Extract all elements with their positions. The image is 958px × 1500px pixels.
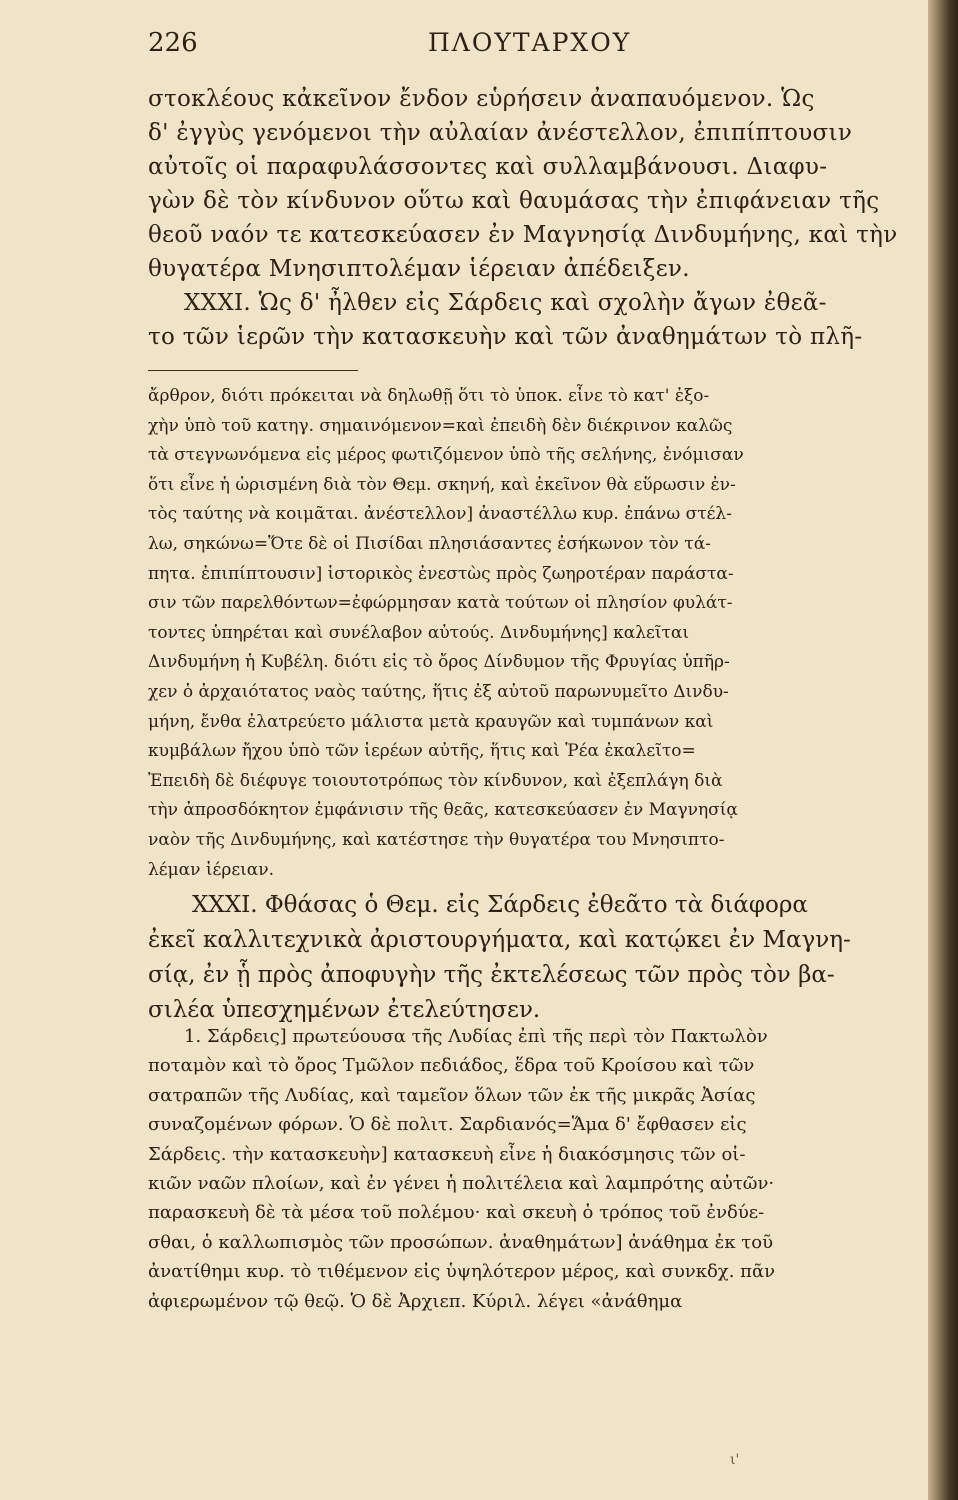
- note-line: σιν τῶν παρελθόντων=ἐφώρμησαν κατὰ τούτων οἱ πλησίον φυλάτ-: [148, 593, 733, 614]
- section-heading-line: XXXI. Ὡς δ' ἦλθεν εἰς Σάρδεις καὶ σχολὴν ἄγων ἐθεᾶ-: [184, 290, 827, 316]
- footnote-divider: [148, 370, 358, 371]
- note-line: ποταμὸν καὶ τὸ ὄρος Τμῶλον πεδιάδος, ἕδρα τοῦ Κροίσου καὶ τῶν: [148, 1055, 755, 1077]
- summary-line: σιλέα ὑπεσχημένων ἐτελεύτησεν.: [148, 997, 541, 1023]
- note-line: χεν ὁ ἀρχαιότατος ναὸς ταύτης, ἥτις ἐξ αὐτοῦ παρωνυμεῖτο Δινδυ-: [148, 681, 729, 702]
- note-line: σθαι, ὁ καλλωπισμὸς τῶν προσώπων. ἀναθημάτων] ἀνάθημα ἐκ τοῦ: [148, 1231, 774, 1253]
- note-line: 1. Σάρδεις] πρωτεύουσα τῆς Λυδίας ἐπὶ τῆς περὶ τὸν Πακτωλὸν: [184, 1026, 768, 1047]
- footer-mark: ι': [730, 1452, 740, 1468]
- note-line: μήνη, ἔνθα ἐλατρεύετο μάλιστα μετὰ κραυγῶν καὶ τυμπάνων καὶ: [148, 711, 714, 732]
- note-line: ἀφιερωμένον τῷ θεῷ. Ὁ δὲ Ἀρχιεπ. Κύριλ. λέγει «ἀνάθημα: [148, 1290, 683, 1312]
- text-line: δ' ἐγγὺς γενόμενοι τὴν αὐλαίαν ἀνέστελλον, ἐπιπίπτουσιν: [148, 120, 853, 146]
- note-line: λέμαν ἱέρειαν.: [148, 859, 275, 880]
- main-text: [148, 82, 898, 354]
- page-number: 226: [148, 28, 198, 58]
- text-line: αὐτοῖς οἱ παραφυλάσσοντες καὶ συλλαμβάνουσι. Διαφυ-: [148, 154, 828, 180]
- text-line: γὼν δὲ τὸν κίνδυνον οὕτω καὶ θαυμάσας τὴν ἐπιφάνειαν τῆς: [148, 188, 880, 214]
- numbered-notes: [148, 1022, 888, 1316]
- page-binding-edge: [928, 0, 958, 1500]
- note-line: ἄρθρον, διότι πρόκειται νὰ δηλωθῇ ὅτι τὸ ὑποκ. εἶνε τὸ κατ' ἐξο-: [148, 386, 710, 406]
- note-line: χὴν ὑπὸ τοῦ κατηγ. σημαινόμενον=καὶ ἐπειδὴ δὲν διέκρινον καλῶς: [148, 415, 733, 436]
- note-line: Σάρδεις. τὴν κατασκευὴν] κατασκευὴ εἶνε ἡ διακόσμησις τῶν οἰ-: [148, 1143, 746, 1165]
- summary-line: σίᾳ, ἐν ᾗ πρὸς ἀποφυγὴν τῆς ἐκτελέσεως τῶν πρὸς τὸν βα-: [148, 962, 835, 988]
- text-line: θυγατέρα Μνησιπτολέμαν ἱέρειαν ἀπέδειξεν.: [148, 256, 690, 282]
- note-line: τὴν ἀπροσδόκητον ἐμφάνισιν τῆς θεᾶς, κατεσκεύασεν ἐν Μαγνησίᾳ: [148, 800, 738, 821]
- summary-line: XXXI. Φθάσας ὁ Θεμ. εἰς Σάρδεις ἐθεᾶτο τὰ διάφορα: [192, 892, 808, 918]
- note-line: τοντες ὑπηρέται καὶ συνέλαβον αὐτούς. Δινδυμήνης] καλεῖται: [148, 622, 690, 643]
- note-line: τὰ στεγνωνόμενα εἰς μέρος φωτιζόμενον ὑπὸ τῆς σελήνης, ἐνόμισαν: [148, 445, 744, 466]
- summary-line: ἐκεῖ καλλιτεχνικὰ ἀριστουργήματα, καὶ κατῴκει ἐν Μαγνη-: [148, 927, 851, 953]
- note-line: ἀνατίθημι κυρ. τὸ τιθέμενον εἰς ὑψηλότερον μέρος, καὶ συνκδχ. πᾶν: [148, 1261, 776, 1283]
- note-line: Δινδυμήνη ἡ Κυβέλη. διότι εἰς τὸ ὄρος Δίνδυμον τῆς Φρυγίας ὑπῆρ-: [148, 652, 730, 673]
- text-line: στοκλέους κἀκεῖνον ἔνδον εὑρήσειν ἀναπαυόμενον. Ὡς: [148, 86, 815, 112]
- note-line: τὸς ταύτης νὰ κοιμᾶται. ἀνέστελλον] ἀναστέλλω κυρ. ἐπάνω στέλ-: [148, 504, 732, 525]
- note-line: σατραπῶν τῆς Λυδίας, καὶ ταμεῖον ὅλων τῶν ἐκ τῆς μικρᾶς Ἀσίας: [148, 1084, 756, 1106]
- note-line: λω, σηκώνω=Ὅτε δὲ οἱ Πισίδαι πλησιάσαντες ἐσήκωνον τὸν τά-: [148, 533, 711, 554]
- note-line: συναζομένων φόρων. Ὁ δὲ πολιτ. Σαρδιανός=Ἅμα δ' ἔφθασεν εἰς: [148, 1114, 747, 1136]
- section-summary: [148, 888, 888, 1028]
- note-line: κυμβάλων ἤχου ὑπὸ τῶν ἱερέων αὐτῆς, ἥτις καὶ Ῥέα ἐκαλεῖτο=: [148, 741, 696, 762]
- page-header: [148, 28, 878, 68]
- running-title: ΠΛΟΥΤΑΡΧΟΥ: [428, 28, 632, 57]
- note-line: πητα. ἐπιπίπτουσιν] ἱστορικὸς ἐνεστὼς πρὸς ζωηροτέραν παράστα-: [148, 563, 734, 584]
- commentary-notes: [148, 382, 888, 885]
- text-line: το τῶν ἱερῶν τὴν κατασκευὴν καὶ τῶν ἀναθημάτων τὸ πλῆ-: [148, 324, 863, 350]
- text-line: θεοῦ ναόν τε κατεσκεύασεν ἐν Μαγνησίᾳ Δινδυμήνης, καὶ τὴν: [148, 222, 898, 248]
- note-line: παρασκευὴ δὲ τὰ μέσα τοῦ πολέμου· καὶ σκευὴ ὁ τρόπος τοῦ ἐνδύε-: [148, 1202, 765, 1224]
- note-line: Ἐπειδὴ δὲ διέφυγε τοιουτοτρόπως τὸν κίνδυνον, καὶ ἐξεπλάγη διὰ: [148, 770, 723, 791]
- note-line: κιῶν ναῶν πλοίων, καὶ ἐν γένει ἡ πολιτέλεια καὶ λαμπρότης αὐτῶν·: [148, 1173, 775, 1195]
- note-line: ναὸν τῆς Δινδυμήνης, καὶ κατέστησε τὴν θυγατέρα του Μνησιπτο-: [148, 829, 725, 850]
- note-line: ὅτι εἶνε ἡ ὡρισμένη διὰ τὸν Θεμ. σκηνή, καὶ ἐκεῖνον θὰ εὕρωσιν ἐν-: [148, 474, 736, 495]
